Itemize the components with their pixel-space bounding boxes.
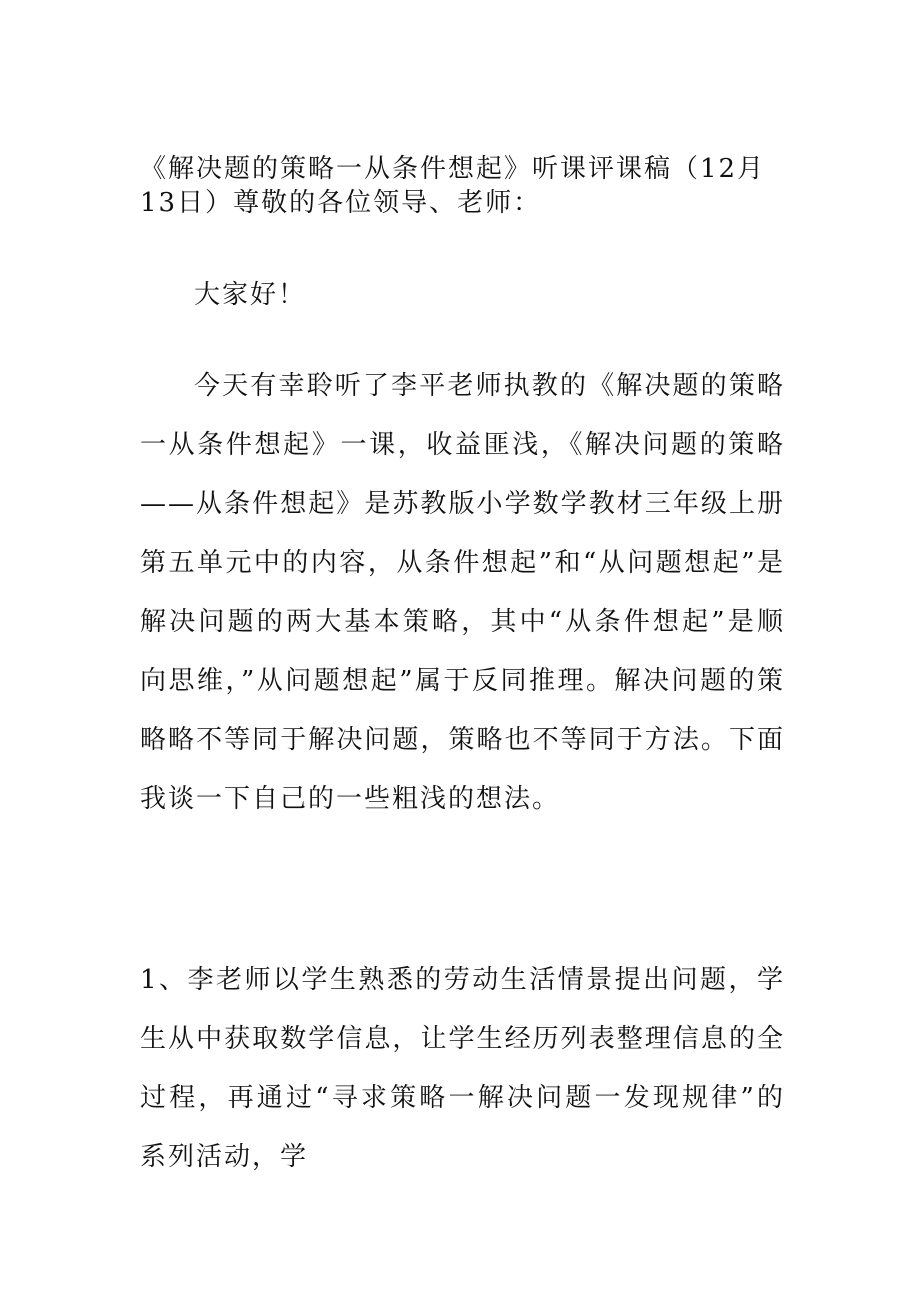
greeting: 大家好！ <box>194 280 307 310</box>
paragraph-intro: 今天有幸聆听了李平老师执教的《解决题的策略一从条件想起》一课，收益匪浅，《解决问题的策略——从条件想起》是苏教版小学数学教材三年级上册第五单元中的内容，从条件想起”和“从问题想起”是解决问题的两大基本策略，其中“从条件想起”是顺向思维，”从问题想起”属于反同推理。解决问题的策略略不等同于解决问题，策略也不等同于方法。下面我谈一下自己的一些粗浅的想法。 <box>140 371 785 814</box>
paragraph-point-1: 1、李老师以学生熟悉的劳动生活情景提出问题，学生从中获取数学信息，让学生经历列表整理信息的全过程，再通过“寻求策略一解决问题一发现规律”的系列活动，学 <box>140 965 785 1172</box>
document-title: 《解决题的策略一从条件想起》听课评课稿（12月13日）尊敬的各位领导、老师： <box>140 154 766 218</box>
